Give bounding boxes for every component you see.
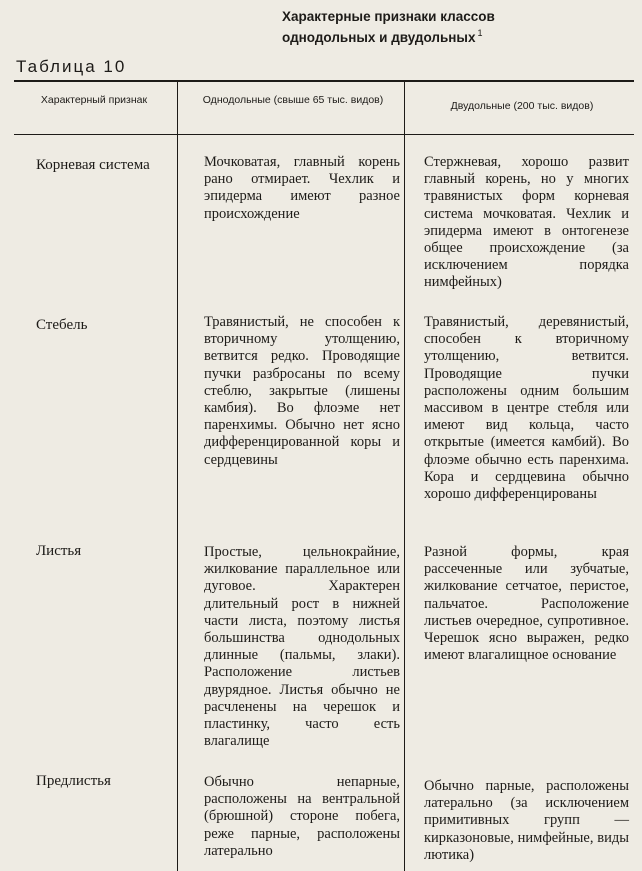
row-monocots-prophylls: Обычно непарные, расположены на вентральной (брюшной) стороне побега, реже парные, расположены латерально xyxy=(204,774,400,859)
table-title xyxy=(282,8,612,46)
row-feature-leaves: Листья xyxy=(36,543,82,559)
row-monocots-root-system: Мочковатая, главный корень рано отмирает. Чехлик и эпидерма имеют разное происхождение xyxy=(204,154,400,222)
footnote-mark: 1 xyxy=(477,28,483,38)
column-header-feature: Характерный признак xyxy=(40,94,148,106)
row-dicots-stem: Травянистый, деревянистый, способен к вторичному утолщению, ветвится. Проводящие пучки расположены одним большим массивом в центре стебля или имеют вид кольца, часто открытые (имеется камбий). Во флоэме обычно есть паренхима. Кора и сердцевина обычно хорошо дифференцированы xyxy=(424,314,629,503)
title-line-1: Характерные признаки классов xyxy=(282,9,495,24)
row-dicots-prophylls: Обычно парные, расположены латерально (за исключением примитивных групп — кирказоновые, нимфейные, виды лютика) xyxy=(424,778,629,863)
top-rule xyxy=(14,80,634,82)
row-dicots-leaves: Разной формы, края рассеченные или зубчатые, жилкование сетчатое, перистое, пальчатое. Расположение листьев очередное, супротивное. Черешок ясно выражен, редко имеют влагалищное основание xyxy=(424,544,629,664)
row-monocots-leaves: Простые, цельнокрайние, жилкование параллельное или дуговое. Характерен длительный рост в нижней части листа, поэтому листья большинства однодольных длинные (пальмы, злаки). Расположение листьев двурядное. Листья обычно не расчленены на черешок и пластинку, часто есть влагалище xyxy=(204,544,400,750)
column-divider-1 xyxy=(177,82,178,871)
row-feature-stem: Стебель xyxy=(36,317,88,333)
table-label: Таблица 10 xyxy=(16,57,127,76)
row-dicots-root-system: Стержневая, хорошо развит главный корень, но у многих травянистых форм корневая система мочковатая. Чехлик и эпидерма имеют в онтогенезе общее происхождение (за исключением порядка нимфейных) xyxy=(424,154,629,291)
column-header-dicots: Двудольные (200 тыс. видов) xyxy=(450,100,594,112)
title-line-2: однодольных и двудольных $^1$ xyxy=(282,28,483,45)
row-monocots-stem: Травянистый, не способен к вторичному утолщению, ветвится редко. Проводящие пучки разбросаны по всему стеблю, закрытые (лишены камбия). Во флоэме нет паренхимы. Обычно нет ясно дифференцированной коры и сердцевины xyxy=(204,314,400,468)
row-feature-prophylls: Предлистья xyxy=(36,773,111,789)
column-divider-2 xyxy=(404,82,405,871)
row-feature-root-system: Корневая система xyxy=(36,157,150,173)
header-bottom-rule xyxy=(14,134,634,135)
column-header-monocots: Однодольные (свыше 65 тыс. видов) xyxy=(202,94,384,106)
